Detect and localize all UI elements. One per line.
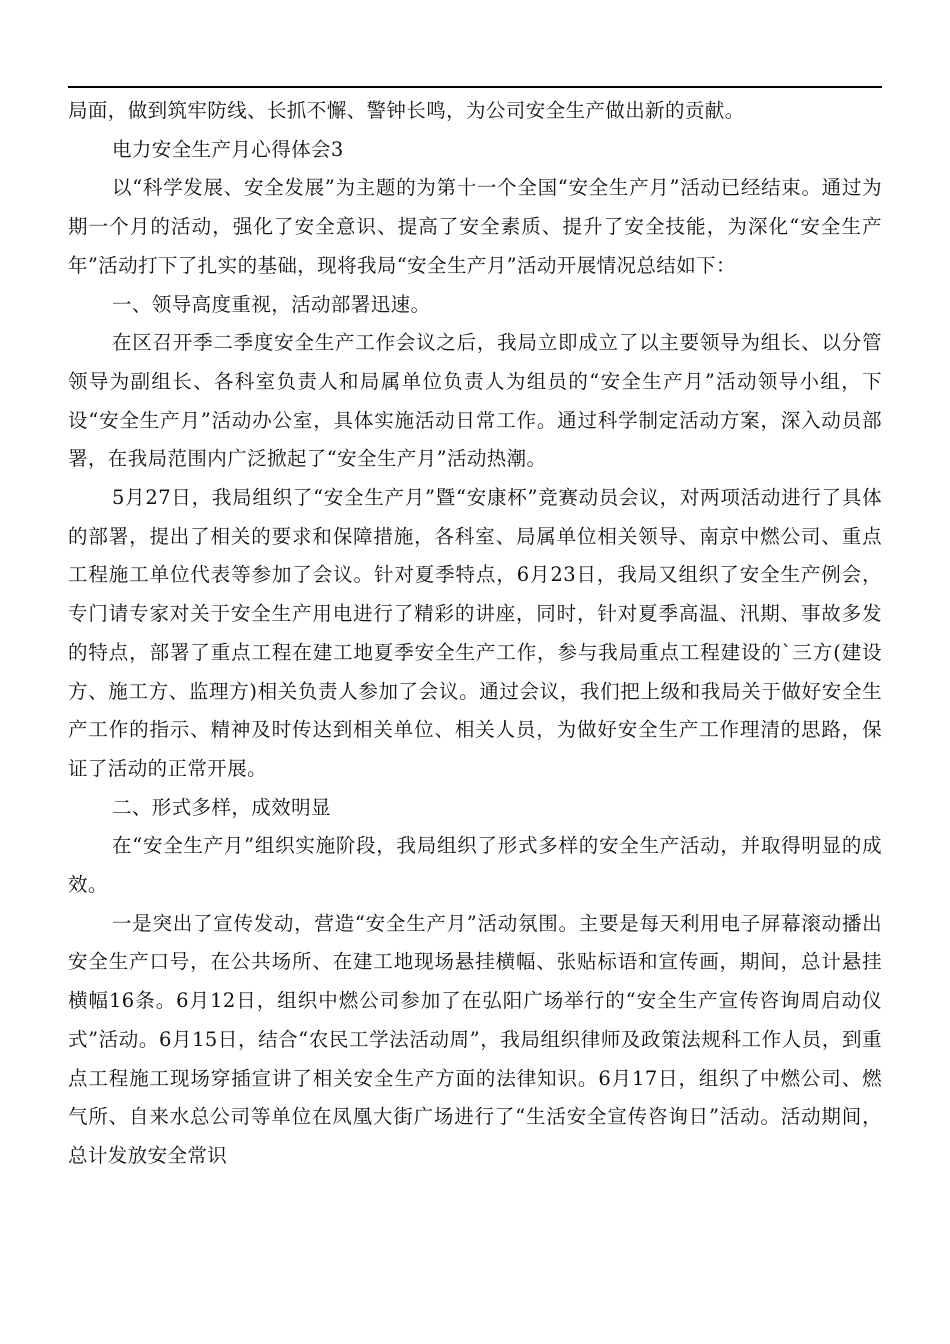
paragraph-meetings: 5月27日，我局组织了“安全生产月”暨“安康杯”竞赛动员会议，对两项活动进行了具体的部署，提出了相关的要求和保障措施，各科室、局属单位相关领导、南京中燃公司、重点工程施工单位代表等参加了会议。针对夏季特点，6月23日，我局又组织了安全生产例会，专门请专家对关于安全生产用电进行了精彩的讲座，同时，针对夏季高温、汛期、事故多发的特点，部署了重点工程在建工地夏季安全生产工作，参与我局重点工程建设的`三方(建设方、施工方、监理方)相关负责人参加了会议。通过会议，我们把上级和我局关于做好安全生产工作的指示、精神及时传达到相关单位、相关人员，为做好安全生产工作理清的思路，保证了活动的正常开展。 [68, 486, 882, 780]
header-rule [68, 86, 882, 88]
document-body [68, 92, 882, 1176]
paragraph-intro: 以“科学发展、安全发展”为主题的为第十一个全国“安全生产月”活动已经结束。通过为期一个月的活动，强化了安全意识、提高了安全素质、提升了安全技能，为深化“安全生产年”活动打下了扎实的基础，现将我局“安全生产月”活动开展情况总结如下： [68, 176, 882, 277]
heading-two: 二、形式多样，成效明显 [112, 795, 331, 819]
paragraph-implementation: 在“安全生产月”组织实施阶段，我局组织了形式多样的安全生产活动，并取得明显的成效。 [68, 834, 882, 897]
paragraph-publicity: 一是突出了宣传发动，营造“安全生产月”活动氛围。主要是每天利用电子屏幕滚动播出安全生产口号，在公共场所、在建工地现场悬挂横幅、张贴标语和宣传画，期间，总计悬挂横幅16条。6月12日，组织中燃公司参加了在弘阳广场举行的“安全生产宣传咨询周启动仪式”活动。6月15日，结合“农民工学法活动周”，我局组织律师及政策法规科工作人员，到重点工程施工现场穿插宣讲了相关安全生产方面的法律知识。6月17日，组织了中燃公司、燃气所、自来水总公司等单位在凤凰大街广场进行了“生活安全宣传咨询日”活动。活动期间，总计发放安全常识 [68, 911, 882, 1167]
heading-one: 一、领导高度重视，活动部署迅速。 [112, 292, 431, 316]
paragraph-leadership: 在区召开季二季度安全生产工作会议之后，我局立即成立了以主要领导为组长、以分管领导为副组长、各科室负责人和局属单位负责人为组员的“安全生产月”活动领导小组，下设“安全生产月”活动办公室，具体实施活动日常工作。通过科学制定活动方案，深入动员部署，在我局范围内广泛掀起了“安全生产月”活动热潮。 [68, 331, 882, 471]
section-title: 电力安全生产月心得体会3 [112, 137, 344, 161]
paragraph-continuation: 局面，做到筑牢防线、长抓不懈、警钟长鸣，为公司安全生产做出新的贡献。 [68, 99, 745, 122]
